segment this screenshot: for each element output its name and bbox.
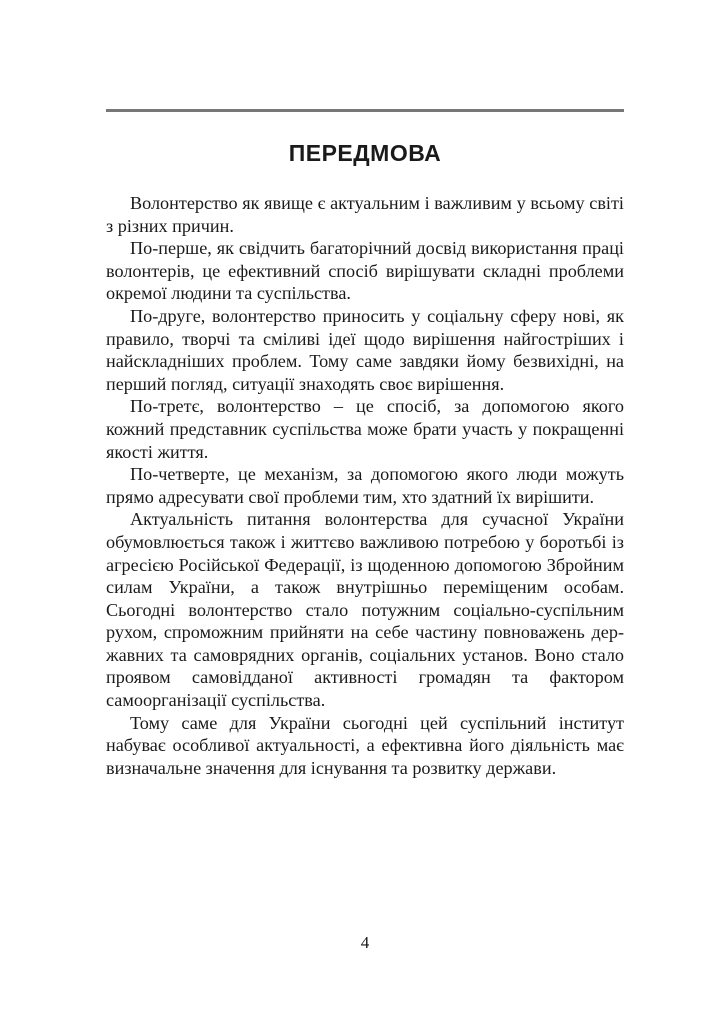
paragraph-3: По-друге, волонтерство приносить у соціальну сферу нові, як правило, творчі та сміливі ідеї щодо вирішення найгостріших і найскладніших проблем. Тому саме завдяки йому безвихідні, на перший погляд, ситуації знаходять своє вирішення. — [106, 305, 624, 394]
page-title: ПЕРЕДМОВА — [288, 140, 442, 166]
page-number: 4 — [360, 933, 370, 952]
paragraph-5: По-четверте, це механізм, за допомогою якого люди можуть прямо адресувати свої проблеми тим, хто здатний їх вирішити. — [106, 464, 624, 507]
body-text — [106, 192, 624, 779]
paragraph-1: Волонтерство як явище є актуальним і важливим у всьому світі з різних причин. — [106, 193, 624, 236]
header-rule — [106, 109, 624, 112]
paragraph-7: Тому саме для України сьогодні цей суспільний інститут набуває особливої актуальності, а ефективна його діяльність має визначальне значення для існування та розвитку держави. — [106, 712, 624, 778]
paragraph-6: Актуальність питання волонтерства для сучасної України обумовлюється також і життєво важливою потребою у боротьбі із агресією Російської Федерації, із щоденною допомогою Збройним силам України, а також внутрішньо переміщеним особам. Сьогодні волонтерство стало потужним соціально-суспільним рухом, спроможним прийняти на себе частину повноважень державних та самоврядних органів, соціальних установ. Воно стало проявом самовідданої активності громадян та фактором самоорганізації суспільства. — [106, 509, 624, 711]
paragraph-4: По-третє, волонтерство – це спосіб, за допомогою якого кожний представник суспільства може брати участь у покращенні якості життя. — [106, 396, 624, 462]
paragraph-2: По-перше, як свідчить багаторічний досвід використання праці волонтерів, це ефективний спосіб вирішувати складні проблеми окремої людини та суспільства. — [106, 238, 624, 304]
